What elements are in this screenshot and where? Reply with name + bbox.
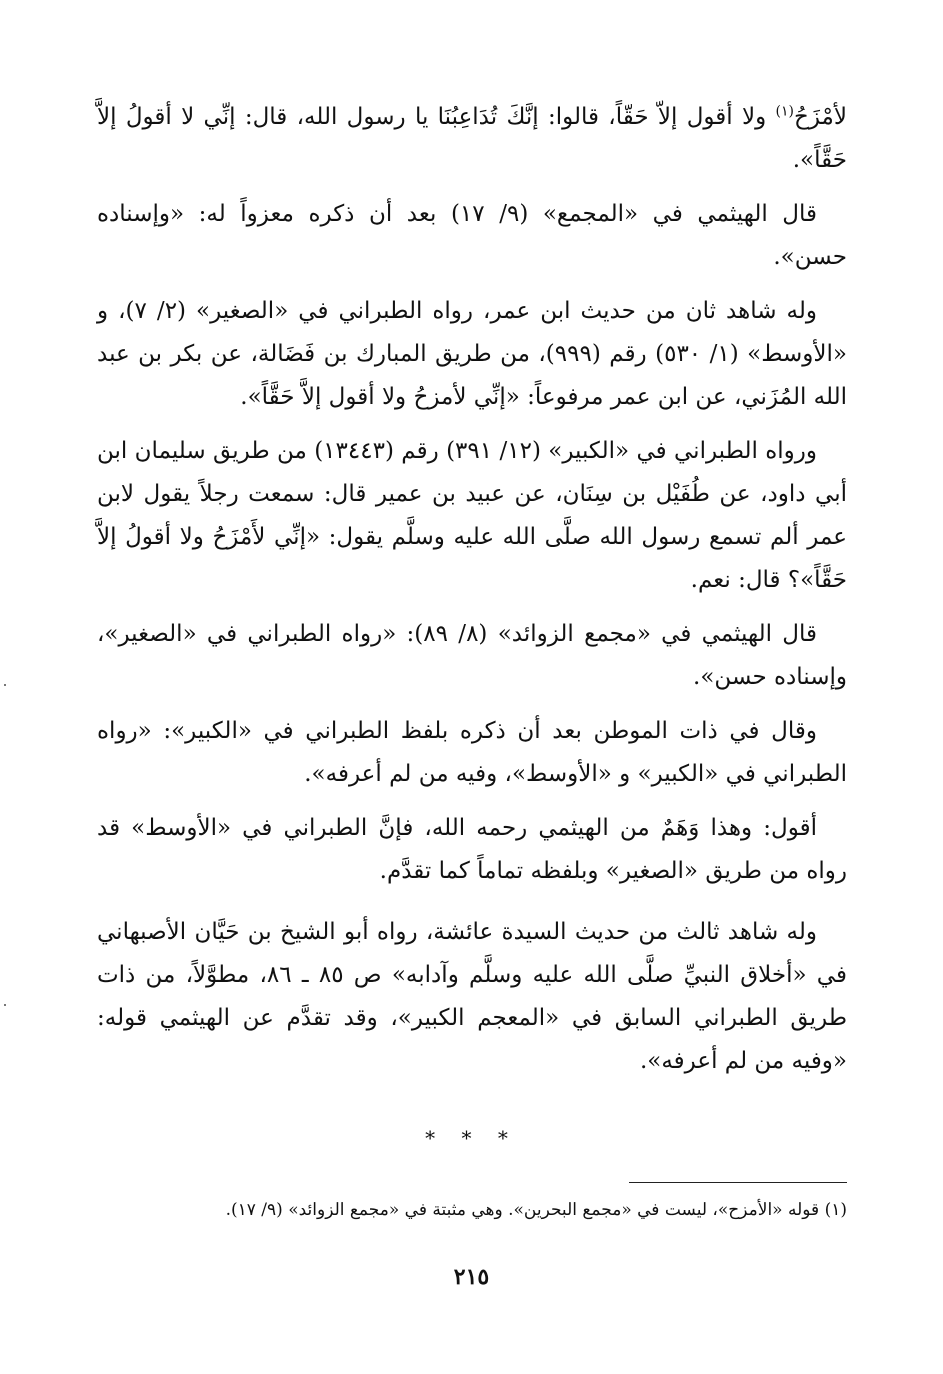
paragraph-3: وله شاهد ثان من حديث ابن عمر، رواه الطبراني في «الصغير» (٢/ ٧)، و «الأوسط» (١/ ٥٣٠) رقم (٩٩٩)، من طريق المبارك بن فَضَالة، عن بكر بن عبد الله المُزَني، عن ابن عمر مرفوعاً: «إنِّي لأمزحُ ولا أقول إلاَّ حَقَّاً». <box>97 298 847 410</box>
paragraph-8: وله شاهد ثالث من حديث السيدة عائشة، رواه أبو الشيخ بن حَيَّان الأصبهاني في «أخلاق النبيِّ صلَّى الله عليه وسلَّم وآدابه» ص ٨٥ ـ ٨٦، مطوَّلاً، من ذات طريق الطبراني السابق في «المعجم الكبير»، وقد تقدَّم عن الهيثمي قوله: «وفيه من لم أعرفه». <box>97 919 847 1074</box>
paragraph-2: قال الهيثمي في «المجمع» (٩/ ١٧) بعد أن ذكره معزواً له: «وإسناده حسن». <box>97 201 847 270</box>
paragraph-1 <box>97 96 847 182</box>
section-separator: * * * <box>425 1126 518 1150</box>
footnote-divider <box>629 1182 847 1183</box>
main-text <box>97 96 847 1094</box>
paragraph-5: قال الهيثمي في «مجمع الزوائد» (٨/ ٨٩): «رواه الطبراني في «الصغير»، وإسناده حسن». <box>97 621 847 690</box>
scan-speck <box>4 1004 6 1006</box>
paragraph-1-start: لأمْزَحُ <box>794 104 847 130</box>
paragraph-1-rest: ولا أقول إلاّ حَقّاً، قالوا: إنَّكَ تُدَاعِبُنَا يا رسول الله، قال: إنِّي لا أقولُ إلاَّ حَقَّاً». <box>97 104 847 173</box>
page-number: ٢١٥ <box>453 1264 490 1290</box>
paragraph-6: وقال في ذات الموطن بعد أن ذكره بلفظ الطبراني في «الكبير»: «رواه الطبراني في «الكبير» و «الأوسط»، وفيه من لم أعرفه». <box>97 718 847 787</box>
scan-speck <box>4 684 6 686</box>
paragraph-4: ورواه الطبراني في «الكبير» (١٢/ ٣٩١) رقم (١٣٤٤٣) من طريق سليمان ابن أبي داود، عن طُفَيْل بن سِنَان، عن عبيد بن عمير قال: سمعت رجلاً يقول لابن عمر ألم تسمع رسول الله صلَّى الله عليه وسلَّم يقول: «إنِّي لأَمْزَحُ ولا أقولُ إلاَّ حَقَّاً»؟ قال: نعم. <box>97 438 847 593</box>
footnote: (١) قوله «الأمزح»، ليست في «مجمع البحرين». وهي مثبتة في «مجمع الزوائد» (٩/ ١٧). <box>225 1200 847 1220</box>
paragraph-7: أقول: وهذا وَهَمٌ من الهيثمي رحمه الله، فإنَّ الطبراني في «الأوسط» قد رواه من طريق «الصغير» وبلفظه تماماً كما تقدَّم. <box>97 815 847 884</box>
footnote-marker: (١) <box>775 103 795 120</box>
